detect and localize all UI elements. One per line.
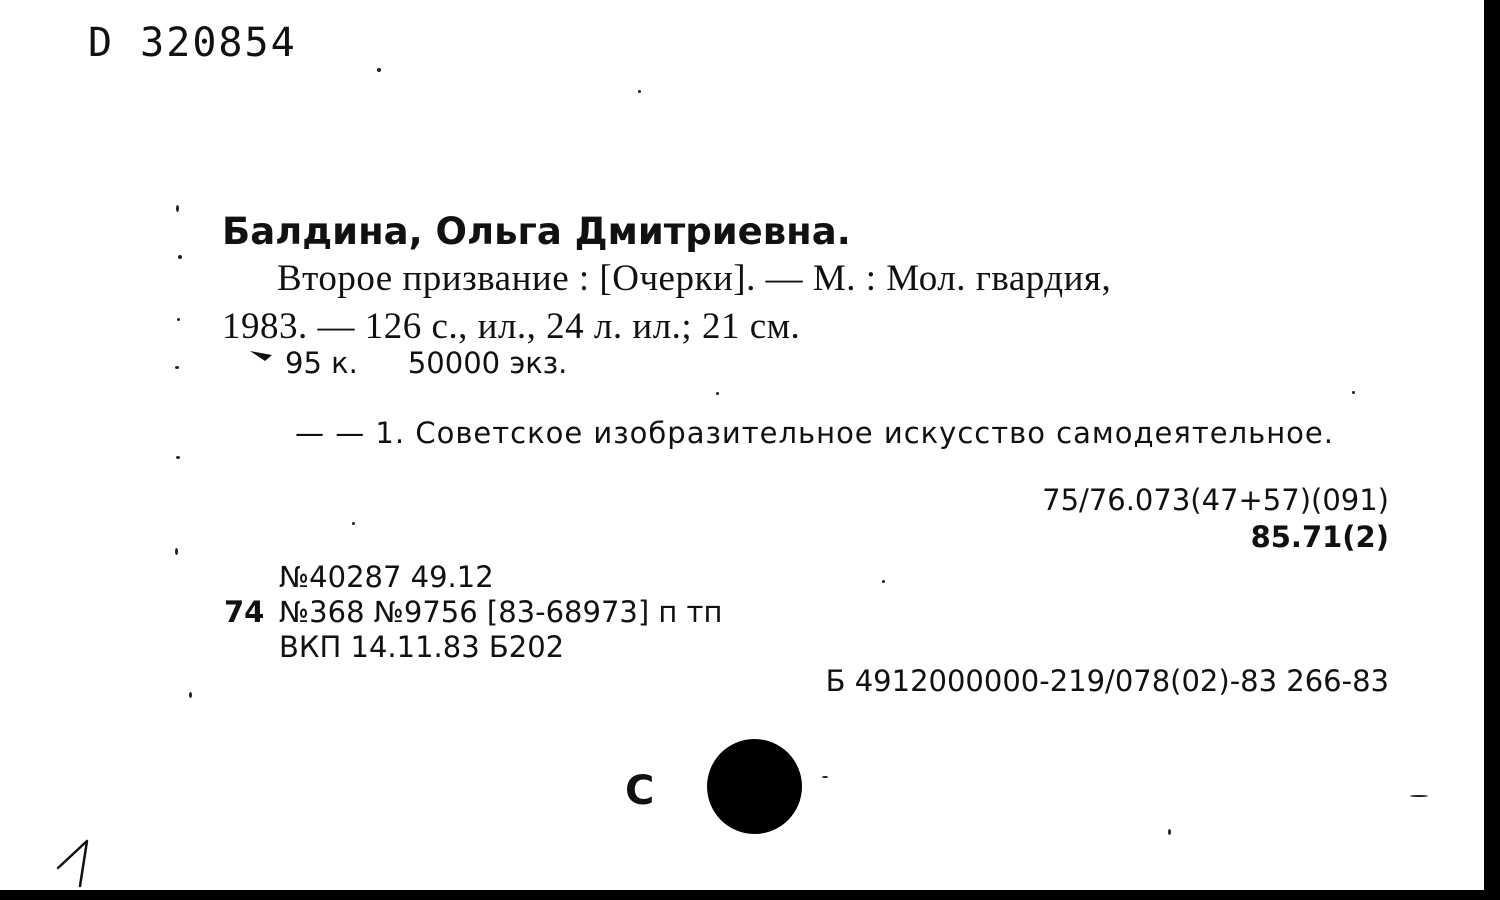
print-run: 50000 экз. xyxy=(407,346,568,380)
scan-speck xyxy=(638,90,641,93)
scan-speck xyxy=(176,205,179,212)
subject-heading: — — 1. Советское изобразительное искусство самодеятельное. xyxy=(295,416,1334,450)
scan-speck xyxy=(175,366,179,369)
scan-speck xyxy=(822,776,828,778)
accession-line-3: ВКП 14.11.83 Б202 xyxy=(279,630,565,664)
scan-speck xyxy=(377,68,381,72)
letter-mark: С xyxy=(625,768,655,814)
scan-speck xyxy=(177,318,180,321)
price: 95 к. xyxy=(285,346,358,380)
price-and-print-run xyxy=(285,346,567,380)
scan-speck xyxy=(716,392,719,395)
title-statement: Второе призвание : [Очерки]. — М. : Мол. гвардия, xyxy=(277,258,1112,299)
author-heading: Балдина, Ольга Дмитриевна. xyxy=(222,210,851,253)
handwritten-number xyxy=(55,838,100,888)
accession-line-2: №368 №9756 [83-68973] п тп xyxy=(279,595,723,629)
scan-speck xyxy=(178,255,182,259)
scan-speck xyxy=(189,692,192,698)
udc-index: 75/76.073(47+57)(091) xyxy=(1042,483,1389,517)
scan-speck xyxy=(175,548,178,555)
accession-line-1: №40287 49.12 xyxy=(279,560,494,594)
scan-speck xyxy=(882,580,885,583)
scan-speck xyxy=(176,456,180,459)
publication-details: 1983. — 126 с., ил., 24 л. ил.; 21 см. xyxy=(222,306,801,347)
call-number: D 320854 xyxy=(88,20,297,66)
scan-speck xyxy=(1352,391,1355,394)
pointer-mark-icon xyxy=(250,350,272,362)
scan-speck xyxy=(352,522,355,525)
scan-speck xyxy=(1168,829,1171,835)
bbk-index: 85.71(2) xyxy=(1250,520,1389,554)
isbn-code-line: Б 4912000000-219/078(02)-83 266-83 xyxy=(825,664,1389,698)
accession-number-prefix: 74 xyxy=(224,595,265,629)
scan-speck xyxy=(1410,795,1428,797)
punch-hole xyxy=(707,739,802,834)
